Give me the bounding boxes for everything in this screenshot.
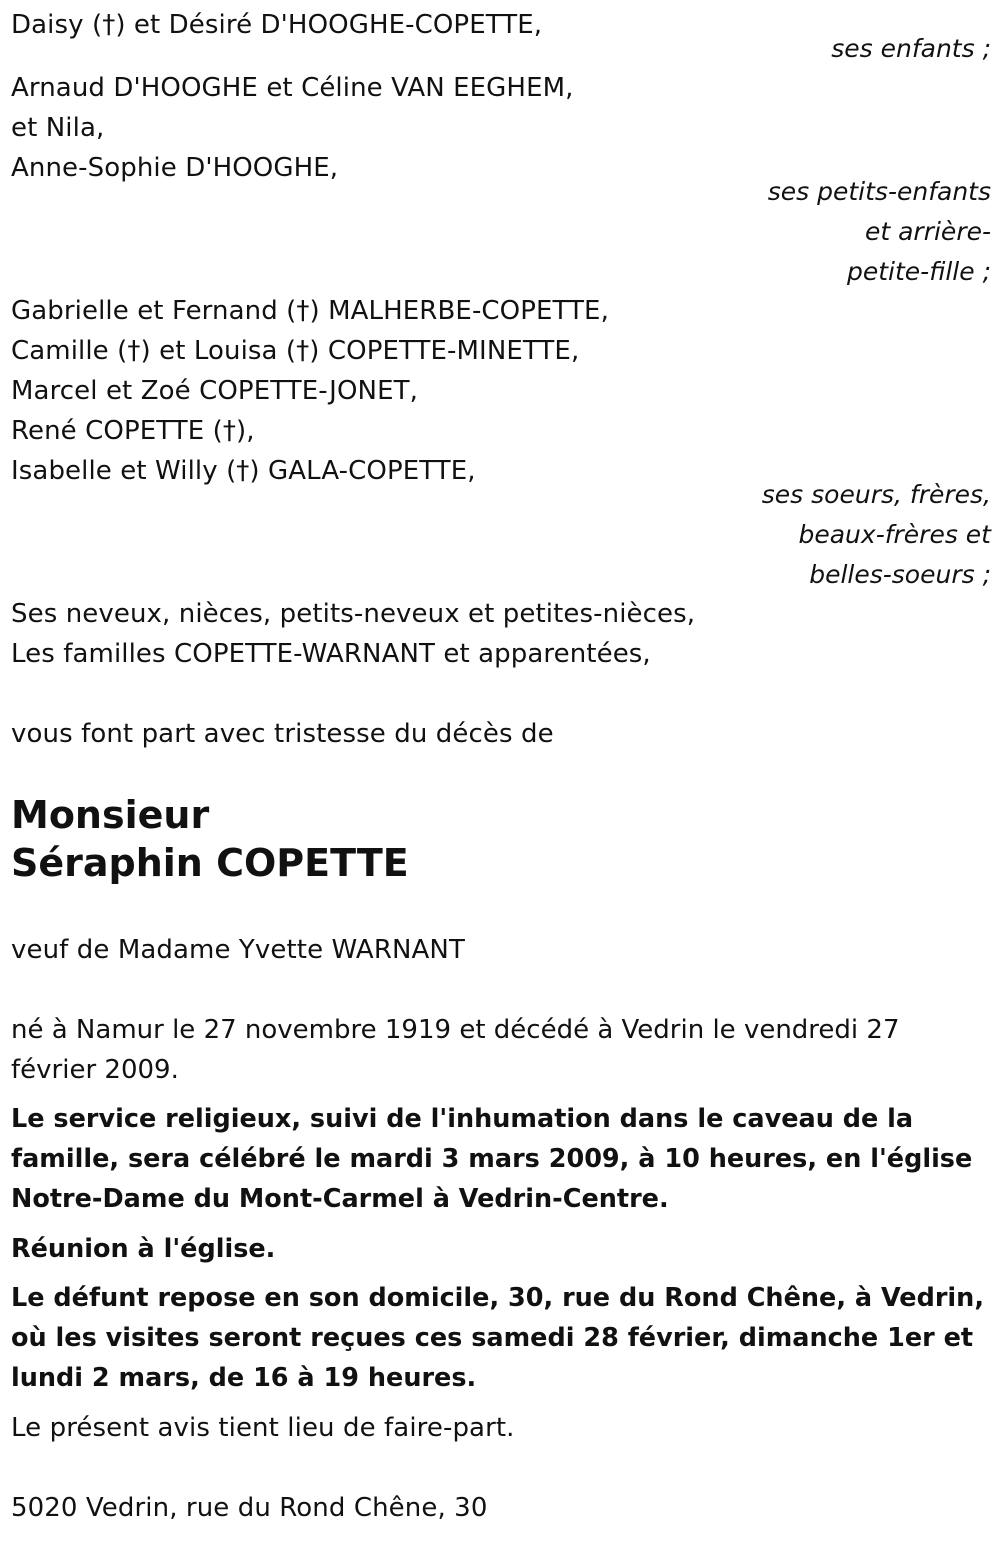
deceased-title: Monsieur	[11, 793, 210, 837]
deceased-name: Séraphin COPETTE	[11, 841, 409, 885]
sibling-line: Marcel et Zoé COPETTE-JONET,	[11, 376, 418, 406]
visit-details: Le défunt repose en son domicile, 30, rue du Rond Chêne, à Vedrin, où les visites seront reçues ces samedi 28 février, dimanche 1er et lundi 2 mars, de 16 à 19 heures.	[11, 1283, 985, 1393]
children-label: ses enfants ;	[831, 34, 991, 63]
ceremony-details: Le service religieux, suivi de l'inhumation dans le caveau de la famille, sera célébré le mardi 3 mars 2009, à 10 heures, en l'église Notre-Dame du Mont-Carmel à Vedrin-Centre.	[11, 1104, 973, 1214]
widower-text: veuf de Madame Yvette WARNANT	[11, 935, 465, 965]
church-meeting: Réunion à l'église.	[11, 1234, 276, 1264]
sibling-line: Gabrielle et Fernand (†) MALHERBE-COPETTE,	[11, 296, 609, 326]
children-line: Daisy (†) et Désiré D'HOOGHE-COPETTE,	[11, 10, 543, 40]
notice-text: Le présent avis tient lieu de faire-part.	[11, 1413, 515, 1443]
announcement-text: vous font part avec tristesse du décès de	[11, 719, 554, 749]
grandchildren-line: Anne-Sophie D'HOOGHE,	[11, 153, 339, 183]
grandchildren-line: Arnaud D'HOOGHE et Céline VAN EEGHEM,	[11, 73, 574, 103]
relatives-line: Ses neveux, nièces, petits-neveux et petites-nièces,	[11, 599, 696, 629]
address-text: 5020 Vedrin, rue du Rond Chêne, 30	[11, 1493, 488, 1523]
sibling-line: Camille (†) et Louisa (†) COPETTE-MINETTE,	[11, 336, 580, 366]
siblings-label-line: beaux-frères et	[798, 520, 991, 549]
sibling-line: Isabelle et Willy (†) GALA-COPETTE,	[11, 456, 476, 486]
grandchildren-label-line: et arrière-	[864, 217, 991, 246]
birth-death-dates: né à Namur le 27 novembre 1919 et décédé à Vedrin le vendredi 27 février 2009.	[11, 1015, 900, 1085]
siblings-label-line: ses soeurs, frères,	[761, 480, 991, 509]
sibling-line: René COPETTE (†),	[11, 416, 255, 446]
siblings-label-line: belles-soeurs ;	[809, 560, 991, 589]
relatives-line: Les familles COPETTE-WARNANT et apparentées,	[11, 639, 651, 669]
grandchildren-label-line: ses petits-enfants	[767, 177, 991, 206]
grandchildren-label-line: petite-fille ;	[847, 257, 991, 286]
grandchildren-line: et Nila,	[11, 113, 105, 143]
